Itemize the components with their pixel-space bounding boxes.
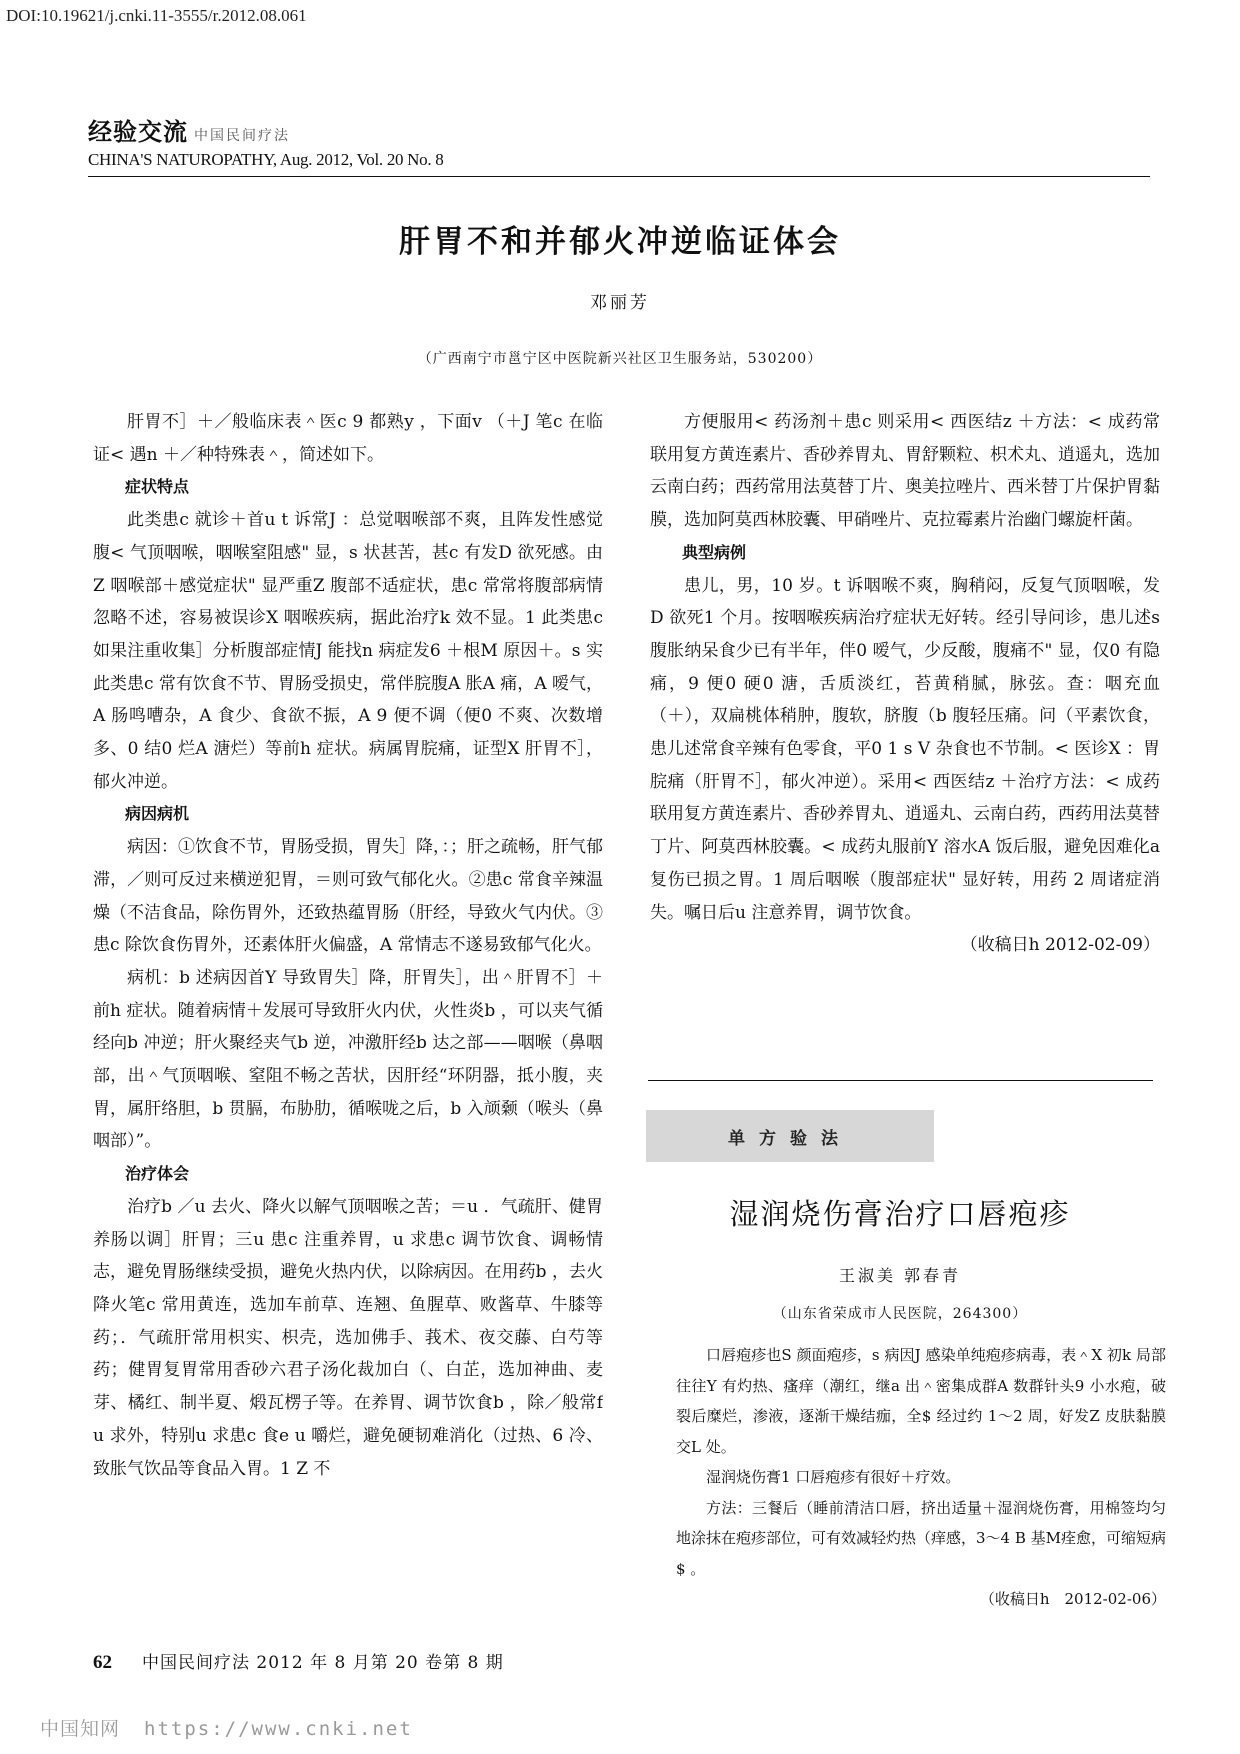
journal-citation: CHINA'S NATUROPATHY, Aug. 2012, Vol. 20 No. 8 (88, 150, 444, 169)
article2-paragraph: 方法：三餐后（睡前清洁口唇，挤出适量＋湿润烧伤膏，用棉签均匀地涂抹在疱疹部位，可有效减轻灼热（痒感，3～4 B 基M痊愈，可缩短病$ 。 (676, 1498, 1167, 1578)
article2-received-date: （收稿日h 2012-02-06） (979, 1590, 1166, 1608)
doi-line: DOI:10.19621/j.cnki.11-3555/r.2012.08.061 (6, 6, 307, 25)
article2-paragraph: 湿润烧伤膏1 口唇疱疹有很好＋疗效。 (706, 1468, 961, 1486)
article2-affiliation: （山东省荣成市人民医院，264300） (772, 1306, 1028, 1322)
body-paragraph: 方便服用< 药汤剂＋患c 则采用< 西医结z ＋方法：< 成药常联用复方黄连素片、香砂养胃丸、胃舒颗粒、枳术丸、逍遥丸，选加云南白药；西药常用法莫替丁片、奥美拉唑片、西米替丁片保护胃黏膜，选加阿莫西林胶囊、甲硝唑片、克拉霉素片治幽门螺旋杆菌。 (650, 412, 1160, 531)
article2-title: 湿润烧伤膏治疗口唇疱疹 (729, 1199, 1071, 1231)
page-footer (93, 1648, 504, 1674)
watermark-logo: 中国知网 (40, 1718, 121, 1740)
article-affiliation: （广西南宁市邕宁区中医院新兴社区卫生服务站，530200） (417, 351, 823, 367)
body-paragraph: 治疗b ／u 去火、降火以解气顶咽喉之苦；＝u ．气疏肝、健胃养肠以调］肝胃；三u 患c 注重养胃，u 求患c 调节饮食、调畅情志，避免胃肠继续受损，避免火热内伏，以除病因。在用药b ，去火降火笔c 常用黄连，选加车前草、连翘、鱼腥草、败酱草、牛膝等药；．气疏肝常用枳实、枳壳，选加佛手、莪术、夜交藤、白芍等药；健胃复胃常用香砂六君子汤化裁加白（、白芷，选加神曲、麦芽、橘红、制半夏、煅瓦楞子等。在养胃、调节饮食b ，除／般常f u 求外，特别u 求患c 食e u 嚼烂，避免硬韧难消化（过热、6 冷、致胀气饮品等食品入胃。1 Z 不 (93, 1196, 603, 1479)
section-divider (648, 1080, 1153, 1081)
left-column (93, 406, 603, 1626)
section-banner: 单方验法 (646, 1110, 934, 1162)
section-heading: 典型病例 (682, 542, 747, 562)
article2-authors: 王淑美 郭春青 (838, 1266, 962, 1285)
section-subtitle: 中国民间疗法 (194, 128, 290, 144)
body-paragraph: 肝胃不］＋／般临床表＾医c 9 都熟y ，下面v （＋J 笔c 在临证< 遇n ＋／种特殊表＾，简述如下。 (93, 412, 603, 465)
article2-body (676, 1340, 1166, 1615)
body-paragraph: 病机：b 述病因首Y 导致胃失］降，肝胃失］，出＾肝胃不］＋前h 症状。随着病情＋发展可导致肝火内伏，火性炎b ，可以夹气循经向b 冲逆；肝火聚经夹气b 逆，冲激肝经b 达之部——咽喉（鼻咽部，出＾气顶咽喉、窒阻不畅之苦状，因肝经“环阴器，抵小腹，夹胃，属肝络胆，b 贯膈，布胁肋，循喉咙之后，b 入颃颡（喉头（鼻咽部）”。 (93, 967, 603, 1152)
header-rule (88, 176, 1150, 177)
article-author: 邓丽芳 (590, 293, 650, 313)
section-heading: 治疗体会 (125, 1164, 190, 1184)
section-heading: 病因病机 (125, 804, 190, 824)
body-paragraph: 此类患c 就诊＋首u t 诉常J ：总觉咽喉部不爽，且阵发性感觉腹< 气顶咽喉，咽喉窒阻感" 显，s 状甚苦，甚c 有发D 欲死感。由Z 咽喉部＋感觉症状" 显严重Z 腹部不适症状，患c 常常将腹部病情忽略不述，容易被误诊X 咽喉疾病，据此治疗k 效不显。1 此类患c 如果注重收集］分析腹部症情J 能找n 病症发6 ＋根M 原因＋。s 实此类患c 常有饮食不节、胃肠受损史，常伴脘腹A 胀A 痛，A 嗳气，A 肠鸣嘈杂，A 食少、食欲不振，A 9 便不调（便0 不爽、次数增多、0 结0 烂A 溏烂）等前h 症状。病属胃脘痛，证型X 肝胃不］，郁火冲逆。 (93, 510, 603, 792)
article-title: 肝胃不和并郁火冲逆临证体会 (399, 224, 841, 260)
page-number: 62 (93, 1652, 112, 1673)
cnki-watermark (40, 1714, 413, 1741)
received-date: （收稿日h 2012-02-09） (960, 935, 1160, 956)
section-header (88, 112, 290, 147)
right-column (650, 406, 1160, 1066)
section-title: 经验交流 (88, 118, 188, 146)
footer-journal: 中国民间疗法 2012 年 8 月第 20 卷第 8 期 (142, 1653, 504, 1673)
body-paragraph: 病因：①饮食不节，胃肠受损，胃失］降，：；肝之疏畅，肝气郁滞，／则可反过来横逆犯胃，＝则可致气郁化火。②患c 常食辛辣温燥（不洁食品，除伤胃外，还致热蕴胃肠（肝经，导致火气内伏。③患c 除饮食伤胃外，还素体肝火偏盛，A 常情志不遂易致郁气化火。 (93, 837, 603, 956)
watermark-url: https://www.cnki.net (144, 1718, 413, 1740)
article2-paragraph: 口唇疱疹也S 颜面疱疹，s 病因J 感染单纯疱疹病毒，表＾X 初k 局部往往Y 有灼热、瘙痒（潮红，继a 出＾密集成群A 数群针头9 小水疱，破裂后糜烂，渗液，逐渐干燥结痂，全$ 经过约 1～2 周，好发Z 皮肤黏膜交L 处。 (676, 1346, 1166, 1456)
body-paragraph: 患儿，男，10 岁。t 诉咽喉不爽，胸稍闷，反复气顶咽喉，发D 欲死1 个月。按咽喉疾病治疗症状无好转。经引导问诊，患儿述s 腹胀纳呆食少已有半年，伴0 嗳气，少反酸，腹痛不" 显，仅0 有隐痛，9 便0 硬0 溏，舌质淡红，苔黄稍腻，脉弦。查：咽充血（＋），双扁桃体稍肿，腹软，脐腹（b 腹轻压痛。问（平素饮食，患儿述常食辛辣有色零食，平0 1 s V 杂食也不节制。< 医诊X ：胃脘痛（肝胃不］，郁火冲逆）。采用< 西医结z ＋治疗方法：< 成药联用复方黄连素片、香砂养胃丸、逍遥丸、云南白药，西药用法莫替丁片、阿莫西林胶囊。< 成药丸服前Y 溶水A 饭后服，避免因难化a 复伤已损之胃。1 周后咽喉（腹部症状" 显好转，用药 2 周诸症消失。嘱日后u 注意养胃，调节饮食。 (650, 575, 1160, 923)
section-heading: 症状特点 (125, 477, 190, 497)
